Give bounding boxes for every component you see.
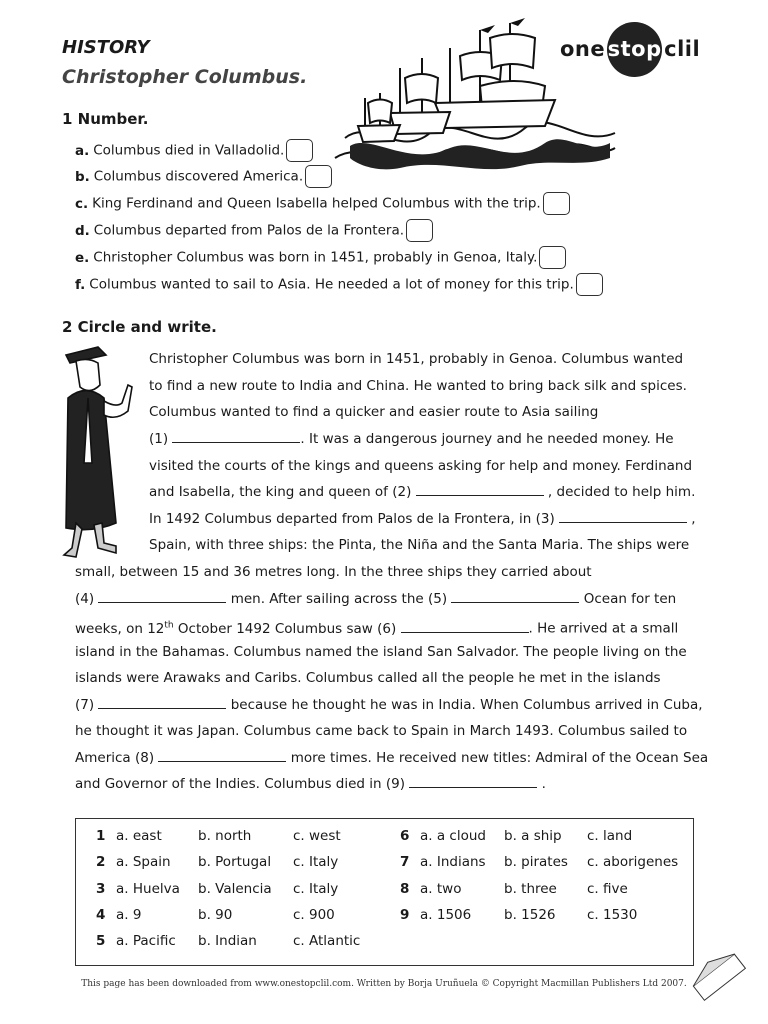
page-title: Christopher Columbus. bbox=[62, 66, 308, 88]
option-choice-a[interactable]: a. Huelva bbox=[116, 880, 180, 897]
passage-line bbox=[149, 349, 683, 369]
passage-text: , bbox=[687, 511, 696, 527]
number-item bbox=[75, 192, 570, 218]
passage-text: men. After sailing across the (5) bbox=[226, 591, 452, 607]
answer-blank[interactable] bbox=[451, 589, 579, 603]
passage-text: America (8) bbox=[75, 750, 159, 766]
option-choice-a[interactable]: a. Pacific bbox=[116, 933, 176, 950]
option-choice-b[interactable]: b. three bbox=[504, 880, 557, 897]
passage-text: because he thought he was in India. When Columbus arrived in Cuba, bbox=[226, 697, 703, 713]
number-item bbox=[75, 165, 332, 191]
option-choice-a[interactable]: a. a cloud bbox=[420, 828, 486, 844]
option-number: 4 bbox=[96, 906, 106, 923]
passage-text: Ocean for ten bbox=[579, 591, 677, 607]
logo-text-clil: clil bbox=[664, 37, 701, 61]
passage-line bbox=[75, 721, 687, 741]
passage-text: he thought it was Japan. Columbus came back to Spain in March 1493. Columbus sailed to bbox=[75, 723, 688, 739]
subject-heading: HISTORY bbox=[62, 37, 150, 58]
answer-blank[interactable] bbox=[98, 589, 226, 603]
option-choice-b[interactable]: b. Portugal bbox=[198, 854, 272, 871]
option-choice-b[interactable]: b. a ship bbox=[504, 828, 562, 844]
passage-text: more times. He received new titles: Admiral of the Ocean Sea bbox=[286, 750, 709, 766]
option-number: 3 bbox=[96, 880, 106, 897]
passage-text: visited the courts of the kings and queens asking for help and money. Ferdinand bbox=[149, 458, 693, 474]
number-answer-box[interactable] bbox=[539, 246, 566, 269]
passage-line bbox=[149, 535, 689, 555]
option-number: 2 bbox=[96, 854, 106, 871]
answer-blank[interactable] bbox=[559, 509, 687, 523]
answer-blank[interactable] bbox=[401, 619, 529, 633]
number-item bbox=[75, 219, 433, 245]
passage-text: (7) bbox=[75, 697, 99, 713]
item-letter: f. bbox=[75, 276, 86, 293]
answer-blank[interactable] bbox=[409, 774, 537, 788]
passage-text: and Isabella, the king and queen of (2) bbox=[149, 484, 416, 500]
passage-text: and Governor of the Indies. Columbus died in (9) bbox=[75, 776, 410, 792]
option-choice-b[interactable]: b. Valencia bbox=[198, 880, 272, 897]
item-letter: c. bbox=[75, 195, 89, 212]
number-answer-box[interactable] bbox=[286, 139, 313, 162]
passage-text: islands were Arawaks and Caribs. Columbus called all the people he met in the islands bbox=[75, 670, 661, 686]
passage-text: (1) bbox=[149, 431, 173, 447]
passage-text: . bbox=[537, 776, 546, 792]
number-answer-box[interactable] bbox=[305, 165, 332, 188]
answer-blank[interactable] bbox=[98, 695, 226, 709]
option-choice-b[interactable]: b. Indian bbox=[198, 933, 257, 950]
option-number: 9 bbox=[400, 906, 410, 923]
passage-line bbox=[75, 695, 703, 715]
option-choice-c[interactable]: c. land bbox=[587, 828, 633, 844]
option-choice-a[interactable]: a. 9 bbox=[116, 906, 142, 923]
number-item bbox=[75, 246, 566, 272]
passage-text: , decided to help him. bbox=[543, 484, 696, 500]
option-choice-c[interactable]: c. west bbox=[293, 828, 341, 844]
passage-line bbox=[75, 642, 687, 662]
passage-line bbox=[75, 615, 678, 639]
option-choice-c[interactable]: c. five bbox=[587, 880, 628, 897]
passage-text: (4) bbox=[75, 591, 99, 607]
answer-blank[interactable] bbox=[172, 429, 300, 443]
option-choice-a[interactable]: a. east bbox=[116, 828, 162, 844]
passage-text: In 1492 Columbus departed from Palos de la Frontera, in (3) bbox=[149, 511, 559, 527]
passage-text: to find a new route to India and China. He wanted to bring back silk and spices. bbox=[149, 378, 687, 394]
item-text: King Ferdinand and Queen Isabella helped Columbus with the trip. bbox=[92, 195, 541, 212]
item-text: Columbus died in Valladolid. bbox=[93, 142, 285, 159]
options-box bbox=[75, 818, 694, 966]
option-choice-c[interactable]: c. 1530 bbox=[587, 906, 638, 923]
passage-text: . It was a dangerous journey and he needed money. He bbox=[300, 431, 674, 447]
passage-text: Columbus wanted to find a quicker and easier route to Asia sailing bbox=[149, 404, 599, 420]
passage-text: . He arrived at a small bbox=[528, 620, 679, 637]
passage-line bbox=[75, 774, 546, 794]
option-choice-c[interactable]: c. aborigenes bbox=[587, 854, 679, 871]
passage-text: weeks, on 12th October 1492 Columbus saw (6) bbox=[75, 620, 401, 637]
passage-text: island in the Bahamas. Columbus named the island San Salvador. The people living on the bbox=[75, 644, 687, 660]
option-choice-b[interactable]: b. 90 bbox=[198, 906, 233, 923]
passage-text: Christopher Columbus was born in 1451, probably in Genoa. Columbus wanted bbox=[149, 351, 684, 367]
option-number: 6 bbox=[400, 828, 410, 844]
option-choice-a[interactable]: a. Spain bbox=[116, 854, 171, 871]
number-answer-box[interactable] bbox=[576, 273, 603, 296]
ships-illustration bbox=[330, 8, 620, 178]
option-choice-a[interactable]: a. Indians bbox=[420, 854, 486, 871]
option-choice-c[interactable]: c. Italy bbox=[293, 854, 339, 871]
passage-text: small, between 15 and 36 metres long. In the three ships they carried about bbox=[75, 564, 592, 580]
passage-line bbox=[149, 429, 674, 449]
passage-line bbox=[75, 748, 708, 768]
item-text: Columbus departed from Palos de la Frontera. bbox=[93, 222, 405, 239]
logo-text-stop: stop bbox=[607, 22, 662, 77]
passage-line bbox=[149, 509, 696, 529]
section1-heading: 1 Number. bbox=[62, 110, 149, 128]
number-answer-box[interactable] bbox=[543, 192, 570, 215]
photocopiable-stamp bbox=[690, 950, 750, 1005]
option-choice-a[interactable]: a. 1506 bbox=[420, 906, 472, 923]
number-answer-box[interactable] bbox=[406, 219, 433, 242]
answer-blank[interactable] bbox=[416, 482, 544, 496]
option-choice-b[interactable]: b. 1526 bbox=[504, 906, 556, 923]
passage-line bbox=[75, 562, 592, 582]
number-item bbox=[75, 139, 313, 165]
passage-line bbox=[75, 668, 661, 688]
option-number: 5 bbox=[96, 933, 106, 950]
option-number: 1 bbox=[96, 828, 106, 844]
option-choice-c[interactable]: c. Italy bbox=[293, 880, 339, 897]
item-text: Christopher Columbus was born in 1451, probably in Genoa, Italy. bbox=[93, 249, 538, 266]
passage-line bbox=[149, 456, 692, 476]
item-text: Columbus wanted to sail to Asia. He needed a lot of money for this trip. bbox=[89, 276, 574, 293]
passage-line bbox=[149, 482, 695, 502]
passage-line bbox=[149, 402, 598, 422]
option-number: 7 bbox=[400, 854, 410, 871]
item-letter: a. bbox=[75, 142, 90, 159]
passage-text: Spain, with three ships: the Pinta, the Niña and the Santa Maria. The ships were bbox=[149, 537, 690, 553]
item-letter: e. bbox=[75, 249, 90, 266]
option-number: 8 bbox=[400, 880, 410, 897]
item-text: Columbus discovered America. bbox=[93, 168, 304, 185]
option-choice-c[interactable]: c. Atlantic bbox=[293, 933, 361, 950]
columbus-figure-illustration bbox=[58, 343, 143, 568]
section2-heading: 2 Circle and write. bbox=[62, 318, 217, 336]
option-choice-b[interactable]: b. pirates bbox=[504, 854, 568, 871]
item-letter: d. bbox=[75, 222, 90, 239]
passage-line bbox=[149, 376, 687, 396]
logo-text-one: one bbox=[560, 37, 606, 61]
option-choice-a[interactable]: a. two bbox=[420, 880, 462, 897]
number-item bbox=[75, 273, 603, 299]
item-letter: b. bbox=[75, 168, 90, 185]
option-choice-b[interactable]: b. north bbox=[198, 828, 252, 844]
answer-blank[interactable] bbox=[158, 748, 286, 762]
footer-credit: This page has been downloaded from www.onestopclil.com. Written by Borja Uruñuela © Copyright Macmillan Publishers Ltd 2007. bbox=[81, 979, 687, 989]
passage-line bbox=[75, 589, 676, 609]
option-choice-c[interactable]: c. 900 bbox=[293, 906, 335, 923]
